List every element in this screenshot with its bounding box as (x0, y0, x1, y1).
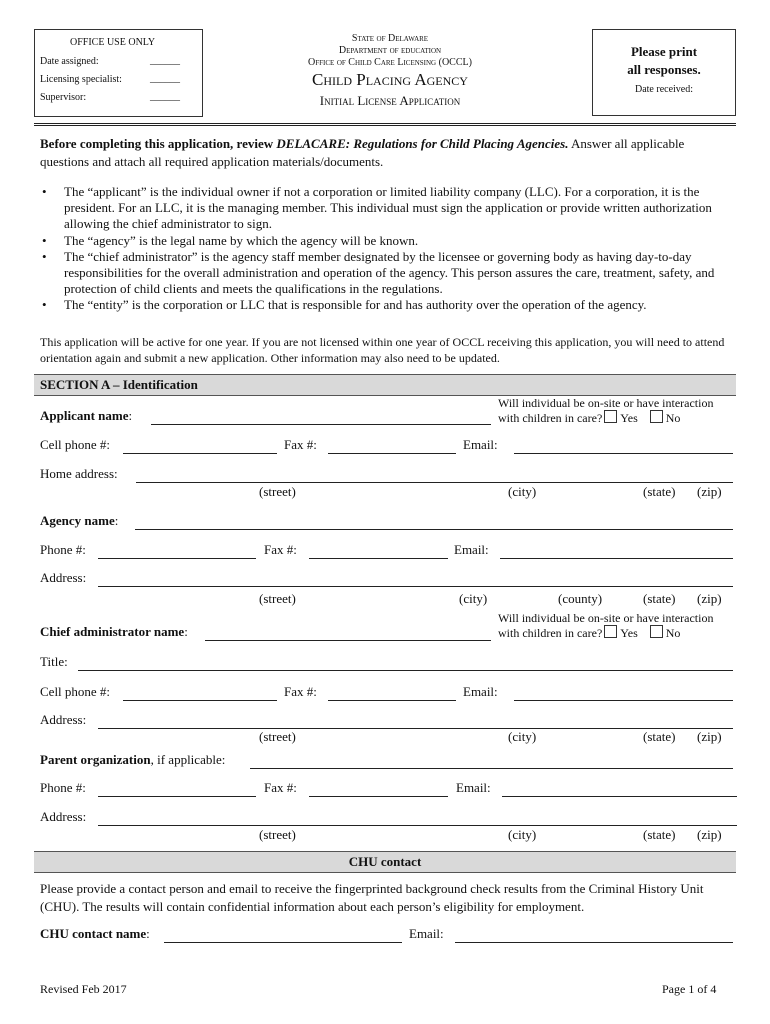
agency-phone-input[interactable] (98, 558, 256, 559)
chief-onsite-question-1: Will individual be on-site or have interaction (498, 611, 714, 625)
parent-org-label: Parent organization, if applicable: (40, 752, 226, 767)
parent-email-label: Email: (456, 780, 491, 795)
applicant-email-input[interactable] (514, 453, 733, 454)
header-office: Office of Child Care Licensing (OCCL) (308, 57, 472, 68)
active-note: This application will be active for one year. If you are not licensed within one year of OCCL receiving this application, you will need to attend orientation again and submit a new application. Other information may also need to be updated. (40, 335, 725, 365)
applicant-onsite-no-checkbox[interactable] (650, 410, 663, 423)
agency-name-input[interactable] (135, 529, 733, 530)
chief-onsite-question: with children in care? Yes No (498, 626, 681, 640)
chief-state-caption: (state) (643, 729, 676, 744)
definition-applicant: • The “applicant” is the individual owner if not a corporation or limited liability company (LLC). For a corporation, it is the president. For an LLC, it is the managing member. This individual must sign the application or provide written authorization allowing the chief administrator to sign. (40, 184, 730, 233)
form-subtitle: Initial License Application (319, 93, 461, 108)
supervisor-label: Supervisor: (40, 92, 87, 103)
chief-cell-label: Cell phone #: (40, 684, 111, 699)
chief-fax-input[interactable] (328, 700, 456, 701)
header-rule (34, 123, 736, 129)
parent-street-caption: (street) (259, 827, 296, 842)
date-assigned-label: Date assigned: (40, 56, 99, 67)
parent-city-caption: (city) (508, 827, 537, 842)
please-print-line1: Please print (630, 44, 698, 59)
chief-address-label: Address: (40, 712, 87, 727)
parent-fax-input[interactable] (309, 796, 448, 797)
agency-phone-label: Phone #: (40, 542, 86, 557)
chief-city-caption: (city) (508, 729, 537, 744)
chief-onsite-yes-checkbox[interactable] (604, 625, 617, 638)
header-state: State of Delaware (351, 33, 429, 44)
home-address-label: Home address: (40, 466, 118, 481)
applicant-fax-label: Fax #: (284, 437, 317, 452)
form-title: Child Placing Agency (312, 70, 468, 89)
parent-fax-label: Fax #: (264, 780, 297, 795)
chu-contact-name-label: CHU contact name: (40, 926, 150, 941)
agency-email-input[interactable] (500, 558, 733, 559)
chief-zip-caption: (zip) (697, 729, 722, 744)
chu-email-label: Email: (409, 926, 444, 941)
home-city-caption: (city) (508, 484, 537, 499)
parent-email-input[interactable] (502, 796, 737, 797)
intro-before: Before completing this application, review (40, 136, 277, 151)
intro-after: Answer all applicable questions and attach all required application materials/documents. (40, 136, 685, 169)
applicant-onsite-question: with children in care? Yes No (498, 411, 681, 425)
agency-state-caption: (state) (643, 591, 676, 606)
applicant-email-label: Email: (463, 437, 498, 452)
home-street-caption: (street) (259, 484, 296, 499)
applicant-name-label: Applicant name: (40, 408, 133, 423)
footer-revised: Revised Feb 2017 (40, 982, 127, 996)
applicant-onsite-yes-checkbox[interactable] (604, 410, 617, 423)
chief-cell-input[interactable] (123, 700, 277, 701)
chu-title: CHU contact (348, 854, 422, 869)
please-print-line2: all responses. (627, 62, 701, 77)
applicant-onsite-question-1: Will individual be on-site or have interaction (498, 396, 714, 410)
office-use-title: OFFICE USE ONLY (70, 37, 156, 48)
chief-admin-name-label: Chief administrator name: (40, 624, 188, 639)
agency-county-caption: (county) (558, 591, 603, 606)
home-state-caption: (state) (643, 484, 676, 499)
supervisor-blank[interactable]: ______ (150, 91, 180, 102)
home-address-input[interactable] (136, 482, 733, 483)
footer-page: Page 1 of 4 (662, 982, 717, 996)
intro-paragraph (40, 135, 736, 171)
chief-address-input[interactable] (98, 728, 733, 729)
definitions-list (40, 184, 730, 314)
applicant-fax-input[interactable] (328, 453, 456, 454)
chu-contact-name-input[interactable] (164, 942, 402, 943)
agency-address-label: Address: (40, 570, 87, 585)
agency-name-label: Agency name: (40, 513, 119, 528)
definition-agency: • The “agency” is the legal name by which the agency will be known. (40, 233, 730, 249)
header-department: Department of education (338, 45, 442, 56)
chief-email-label: Email: (463, 684, 498, 699)
parent-phone-input[interactable] (98, 796, 256, 797)
chief-street-caption: (street) (259, 729, 296, 744)
title-input[interactable] (78, 670, 733, 671)
licensing-specialist-blank[interactable]: ______ (150, 73, 180, 84)
chu-text: Please provide a contact person and email to receive the fingerprinted background check results from the Criminal History Unit (CHU). The results will contain confidential information about each person’s eligibility for employment. (40, 881, 704, 914)
agency-city-caption: (city) (459, 591, 488, 606)
applicant-cell-input[interactable] (123, 453, 277, 454)
chief-fax-label: Fax #: (284, 684, 317, 699)
parent-state-caption: (state) (643, 827, 676, 842)
section-a-title: SECTION A – Identification (40, 377, 198, 392)
agency-fax-label: Fax #: (264, 542, 297, 557)
parent-phone-label: Phone #: (40, 780, 86, 795)
section-a-header (34, 374, 736, 396)
licensing-specialist-label: Licensing specialist: (40, 74, 122, 85)
agency-street-caption: (street) (259, 591, 296, 606)
agency-zip-caption: (zip) (697, 591, 722, 606)
agency-address-input[interactable] (98, 586, 733, 587)
parent-address-label: Address: (40, 809, 87, 824)
agency-email-label: Email: (454, 542, 489, 557)
date-received-label: Date received: (634, 84, 694, 95)
applicant-cell-label: Cell phone #: (40, 437, 111, 452)
chu-header (34, 851, 736, 873)
regs-title: DELACARE: Regulations for Child Placing Agencies. (276, 136, 569, 151)
chief-onsite-no-checkbox[interactable] (650, 625, 663, 638)
date-assigned-blank[interactable]: ______ (150, 55, 180, 66)
parent-zip-caption: (zip) (697, 827, 722, 842)
applicant-name-input[interactable] (151, 424, 491, 425)
chu-email-input[interactable] (455, 942, 733, 943)
definition-entity: • The “entity” is the corporation or LLC that is responsible for and has authority over the operation of the agency. (40, 297, 730, 313)
agency-fax-input[interactable] (309, 558, 448, 559)
parent-org-input[interactable] (250, 768, 733, 769)
definition-chief-administrator: • The “chief administrator” is the agency staff member designated by the licensee or governing body as having day-to-day responsibilities for the overall administration and operation of the agency. This person assures the care, treatment, safety, and protection of child clients and meets the qualifications in the regulations. (40, 249, 730, 298)
parent-address-input[interactable] (98, 825, 737, 826)
title-label: Title: (40, 654, 68, 669)
chief-email-input[interactable] (514, 700, 733, 701)
home-zip-caption: (zip) (697, 484, 722, 499)
chief-admin-name-input[interactable] (205, 640, 491, 641)
